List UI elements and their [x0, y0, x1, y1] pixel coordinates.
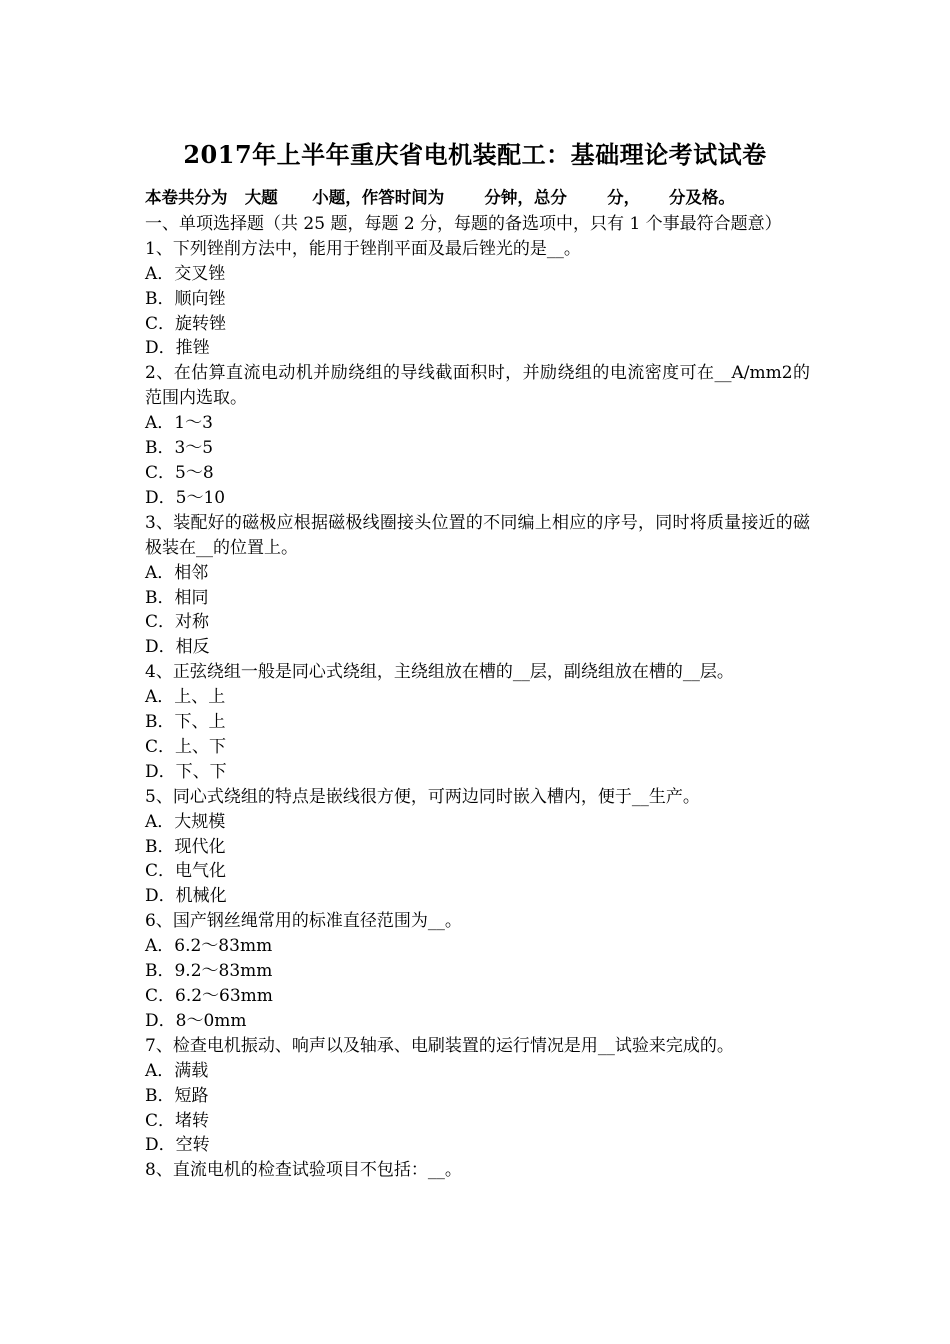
exam-info-line: 本卷共分为 大题 小题，作答时间为 分钟，总分 分， 分及格。: [145, 188, 735, 207]
answer-option: B．顺向锉: [145, 288, 226, 309]
question-text: 8、直流电机的检查试验项目不包括：__。: [145, 1160, 462, 1181]
question-text: 2、在估算直流电动机并励绕组的导线截面积时，并励绕组的电流密度可在__A/mm2的范围内选取。: [145, 363, 810, 409]
question-list: [145, 237, 810, 1183]
answer-option: D．机械化: [145, 886, 227, 907]
answer-option: D．下、下: [145, 761, 227, 782]
question-text: 1、下列锉削方法中，能用于锉削平面及最后锉光的是__。: [145, 238, 581, 259]
question-item: [145, 785, 810, 910]
answer-option: C．对称: [145, 612, 210, 633]
answer-option: D．推锉: [145, 338, 210, 359]
question-item: [145, 660, 810, 785]
question-text: 6、国产钢丝绳常用的标准直径范围为__。: [145, 911, 462, 932]
answer-option: A．大规模: [145, 811, 226, 832]
answer-option: D．空转: [145, 1135, 210, 1156]
answer-option: A．交叉锉: [145, 263, 226, 284]
answer-option: D．8～0mm: [145, 1010, 247, 1031]
question-item: [145, 1034, 810, 1159]
question-text: 5、同心式绕组的特点是嵌线很方便，可两边同时嵌入槽内，便于__生产。: [145, 786, 700, 807]
answer-option: B．9.2～83mm: [145, 961, 273, 982]
section-header: 一、单项选择题（共 25 题，每题 2 分，每题的备选项中，只有 1 个事最符合题意）: [145, 213, 782, 234]
answer-option: C．5～8: [145, 462, 214, 483]
exam-content: [145, 186, 810, 1183]
answer-option: D．5～10: [145, 487, 226, 508]
question-item: [145, 511, 810, 660]
answer-option: C．上、下: [145, 736, 227, 757]
question-item: [145, 909, 810, 1034]
question-text: 4、正弦绕组一般是同心式绕组，主绕组放在槽的__层，副绕组放在槽的__层。: [145, 662, 734, 683]
answer-option: B．现代化: [145, 836, 226, 857]
answer-option: B．短路: [145, 1085, 209, 1106]
question-item: [145, 1158, 810, 1183]
answer-option: B．3～5: [145, 438, 214, 459]
answer-option: B．相同: [145, 587, 209, 608]
question-text: 7、检查电机振动、响声以及轴承、电刷装置的运行情况是用__试验来完成的。: [145, 1035, 734, 1056]
question-text: 3、装配好的磁极应根据磁极线圈接头位置的不同编上相应的序号，同时将质量接近的磁极装在__的位置上。: [145, 512, 810, 558]
answer-option: B．下、上: [145, 712, 226, 733]
answer-option: A．满载: [145, 1060, 209, 1081]
answer-option: C．堵转: [145, 1110, 210, 1131]
answer-option: C．电气化: [145, 861, 227, 882]
answer-option: A．1～3: [145, 413, 213, 434]
answer-option: A．相邻: [145, 562, 209, 583]
answer-option: C．旋转锉: [145, 313, 227, 334]
answer-option: A．上、上: [145, 687, 226, 708]
question-item: [145, 237, 810, 362]
answer-option: C．6.2～63mm: [145, 986, 273, 1006]
answer-option: A．6.2～83mm: [145, 936, 273, 957]
question-item: [145, 361, 810, 510]
answer-option: D．相反: [145, 637, 210, 658]
page-title: 2017年上半年重庆省电机装配工：基础理论考试试卷: [183, 140, 767, 169]
